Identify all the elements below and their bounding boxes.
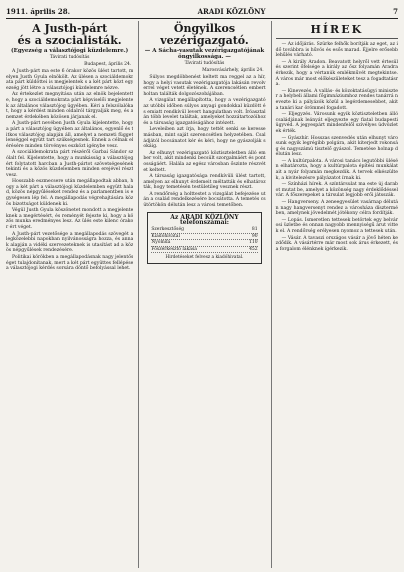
article-dateline: Budapest, április 24. — [84, 62, 132, 67]
article-body — [6, 69, 133, 272]
running-header — [6, 4, 398, 19]
paragraph: Súlyos megdöbbenést keltett ma reggel az a hír, hogy a helyi vasutak vezérigazgatója lakásán revolverrel véget vetett életének. A szerencsétlen embert holtan találták dolgozószobájában. — [143, 75, 266, 97]
article-title — [6, 23, 133, 47]
article-note: Távirati tudósítás — [184, 61, 225, 66]
news-item: — Gyászhír. Hosszas szenvedés után elhunyt városunk egyik legrégibb polgára, akit kiterjedt rokonság és nagyszámú tisztelő gyászol. Temetése holnap délután lesz. — [275, 135, 398, 158]
paragraph: A Justh-párt ma este 6 órakor közös ülést tartott, melyen Justh Gyula elnökölt. Az ülésen a szociáldemokrata párt küldöttei is megjelentek s a két párt közt egyezség jött létre a választójogi küzdelemre nézve. — [6, 69, 134, 91]
ad-row — [151, 247, 257, 253]
paragraph: Hosszabb eszmecsere után megállapodtak abban, hogy a két párt a választójogi küzdelemben együtt halad, közös népgyűléseket rendez és a parlamentben is egységesen lép fel. A megállapodás végrehajtására közös bizottságot küldenek ki. — [6, 179, 134, 207]
ad-row-number: 81 — [251, 227, 258, 233]
paragraph: A szociáldemokrata párt részéről Garbai Sándor szólalt fel. Kijelentette, hogy a munkásság a választójogért folytatott harcban a Justh-pártot szövetségesének tekinti és a közös küzdelemben minden erejével részt vesz. — [6, 150, 134, 178]
ad-row-number: 90 — [251, 233, 258, 239]
column-suicide-director — [138, 21, 265, 568]
phone-numbers-ad — [147, 212, 261, 264]
paragraph: Az elhunyt vezérigazgató köztiszteletben álló ember volt, akit mindenki becsült szorgalmáért és pontosságáért. Halála az egész városban őszinte részvétet keltett. — [143, 150, 266, 173]
column-news — [271, 21, 398, 568]
news-body — [276, 42, 398, 252]
news-item: — Eljegyzés. Városunk egyik köztiszteletben álló családjának leányát eljegyezte egy fiatal budapesti ügyvéd. A jegyespárt mindenfelől szívélyes üdvözletek érték. — [275, 112, 398, 134]
paragraph: A vizsgálat megállapította, hogy a vezérigazgató az utóbbi időben súlyos anyagi gondokkal küzdött és emiatt rendkívül levert hangulatban volt. Íróasztalán több levelet találtak, amelyeket hozzátartozóihoz és a társaság igazgatóságához intézett. — [143, 98, 266, 126]
paragraph: Leveleiben azt írja, hogy tettét senki se keresse másban, mint saját szerencsétlen helyzetében. Családjától bocsánatot kér és kéri, hogy ne gyászolják sokáig. — [143, 127, 266, 150]
news-item: — A király Aradon. Beavatott helyről vett értesülés szerint őfelsége a király az ősz folyamán Aradra érkezik, hogy a vértanúk emlékművét megtekintse. A város már most előkészületeket tesz a fogadtatásra. — [275, 59, 398, 88]
article-dateline: Marosvásárhely, április 24. — [202, 68, 264, 73]
news-item: — Lopás. Ismeretlen tettesek betörtek egy belvárosi üzletbe és onnan nagyobb mennyiségű árut vittek el. A rendőrség erélyesen nyomoz a tettesek után. — [275, 217, 398, 234]
title-line-1: A Justh-párt — [32, 22, 108, 35]
ad-row-number: 110 — [249, 240, 258, 246]
article-subtitle: — A Sácha-vasutak vezérigazgatójának öngyilkossága. — — [144, 48, 265, 60]
title-line-2: és a szocialisták. — [17, 34, 122, 47]
section-title: HÍREK — [276, 23, 398, 39]
paragraph: Politikai körökben a megállapodásnak nagy jelentőséget tulajdonítanak, mert a két párt együttes fellépése a választójogi kérdés sorsára döntő befolyással lehet. — [6, 255, 134, 272]
columns — [6, 21, 398, 568]
ad-row-label: Nyomda — [151, 240, 171, 246]
ad-row-number: 452 — [249, 246, 258, 252]
article-title: Öngyilkos vezérigazgató. — [160, 22, 249, 47]
header-masthead: ARADI KÖZLÖNY — [197, 6, 266, 16]
article-subtitle: (Egyezség a választójogi küzdelemre.) — [11, 48, 129, 54]
paragraph: A Justh-párt nevében Justh Gyula kijelentette, hogy a párt a választójog ügyében az általános, egyenlő és titkos választójog alapján áll, amelyet a nemzeti függetlenséggel együtt tart szükségesnek. Ennek a célnak elérésére minden törvényes eszközt igénybe vesz. — [6, 121, 134, 149]
news-item: — Hangverseny. A zeneegyesület vasárnap délután nagy hangversenyt rendez a városháza dísztermében, amelynek jövedelmét jótékony célra fordítják. — [275, 200, 398, 217]
ad-row-label: Szerkesztőség — [151, 227, 185, 233]
column-justh-party — [6, 21, 133, 568]
news-item: — Színházi hírek. A színtársulat ma este új darabot mutat be, amelyet a közönség nagy érdeklődéssel vár. A főszerepeket a társulat legjobb erői játsszák. — [275, 182, 398, 199]
paragraph: A Justh-párt vezetősége a megállapodás szövegét a legközelebbi napokban nyilvánosságra hozza, és annak alapján a vidéki szervezeteknek is utasítást ad a közös népgyűlések rendezésére. — [6, 231, 134, 254]
paragraph: A rendőrség a holttestet a vizsgálat befejezése után a család rendelkezésére bocsátotta. A temetés csütörtökön délután lesz a városi temetőben. — [143, 191, 266, 209]
ad-title: Az ARADI KÖZLÖNY telefonszámai: — [170, 213, 239, 227]
header-date: 1911. április 28. — [6, 6, 71, 16]
header-page-number: 7 — [393, 6, 398, 16]
paragraph: A társaság igazgatósága rendkívüli ülést tartott, amelyen az elhunyt érdemeit méltatták és elhatározták, hogy temetésén testületileg vesznek részt. — [143, 174, 266, 191]
ad-footer: Hirdetéseket felvesz a kiadóhivatal. — [165, 255, 244, 261]
news-item: — Vásár. A tavaszi országos vásár a jövő héten kezdődik. A vásártérre már most sok árus érkezett, és a forgalom élénknek ígérkezik. — [275, 235, 398, 252]
ad-row-label: Főszerkesztő lakása — [151, 246, 197, 252]
paragraph: Végül Justh Gyula köszönetet mondott a megjelenteknek a megértésért, és reményét fejezte ki, hogy a közös munka eredményes lesz. Az ülés este kilenc órakor ért véget. — [6, 208, 134, 231]
news-item: — A kultúrpalota. A városi tanács legutóbbi ülésén elhatározta, hogy a kultúrpalota építési munkálatait a nyár folyamán megkezdik. A tervek elkészültek, a kivitelezésre pályázatot írnak ki. — [275, 158, 398, 181]
ad-row-label: Kiadóhivatal — [151, 233, 180, 239]
news-item: — Kinevezés. A vallás- és közoktatásügyi miniszter a helybeli állami főgimnáziumhoz rendes tanárrá nevezte ki a pályázók közül a legérdemesebbet, akit a tanári kar örömmel fogadott. — [275, 88, 398, 111]
article-note: Távirati tudósítás — [49, 55, 90, 60]
article-body — [143, 75, 265, 209]
paragraph: Az értekezlet megnyitása után az elnök bejelentette, hogy a szociáldemokrata párt képviselői megjelentek az általános választójog ügyében. Kéri a felszólalókat, hogy a kérdést minden oldalról tárgyalják meg, és a nemzet érdekében közösen járjanak el. — [6, 92, 134, 120]
news-item: — Az időjárás. Szürke felhők borítják az eget, az idő továbbra is hűvös és esős marad. Éjjelre erősebb lehűlés várható. — [275, 42, 398, 59]
